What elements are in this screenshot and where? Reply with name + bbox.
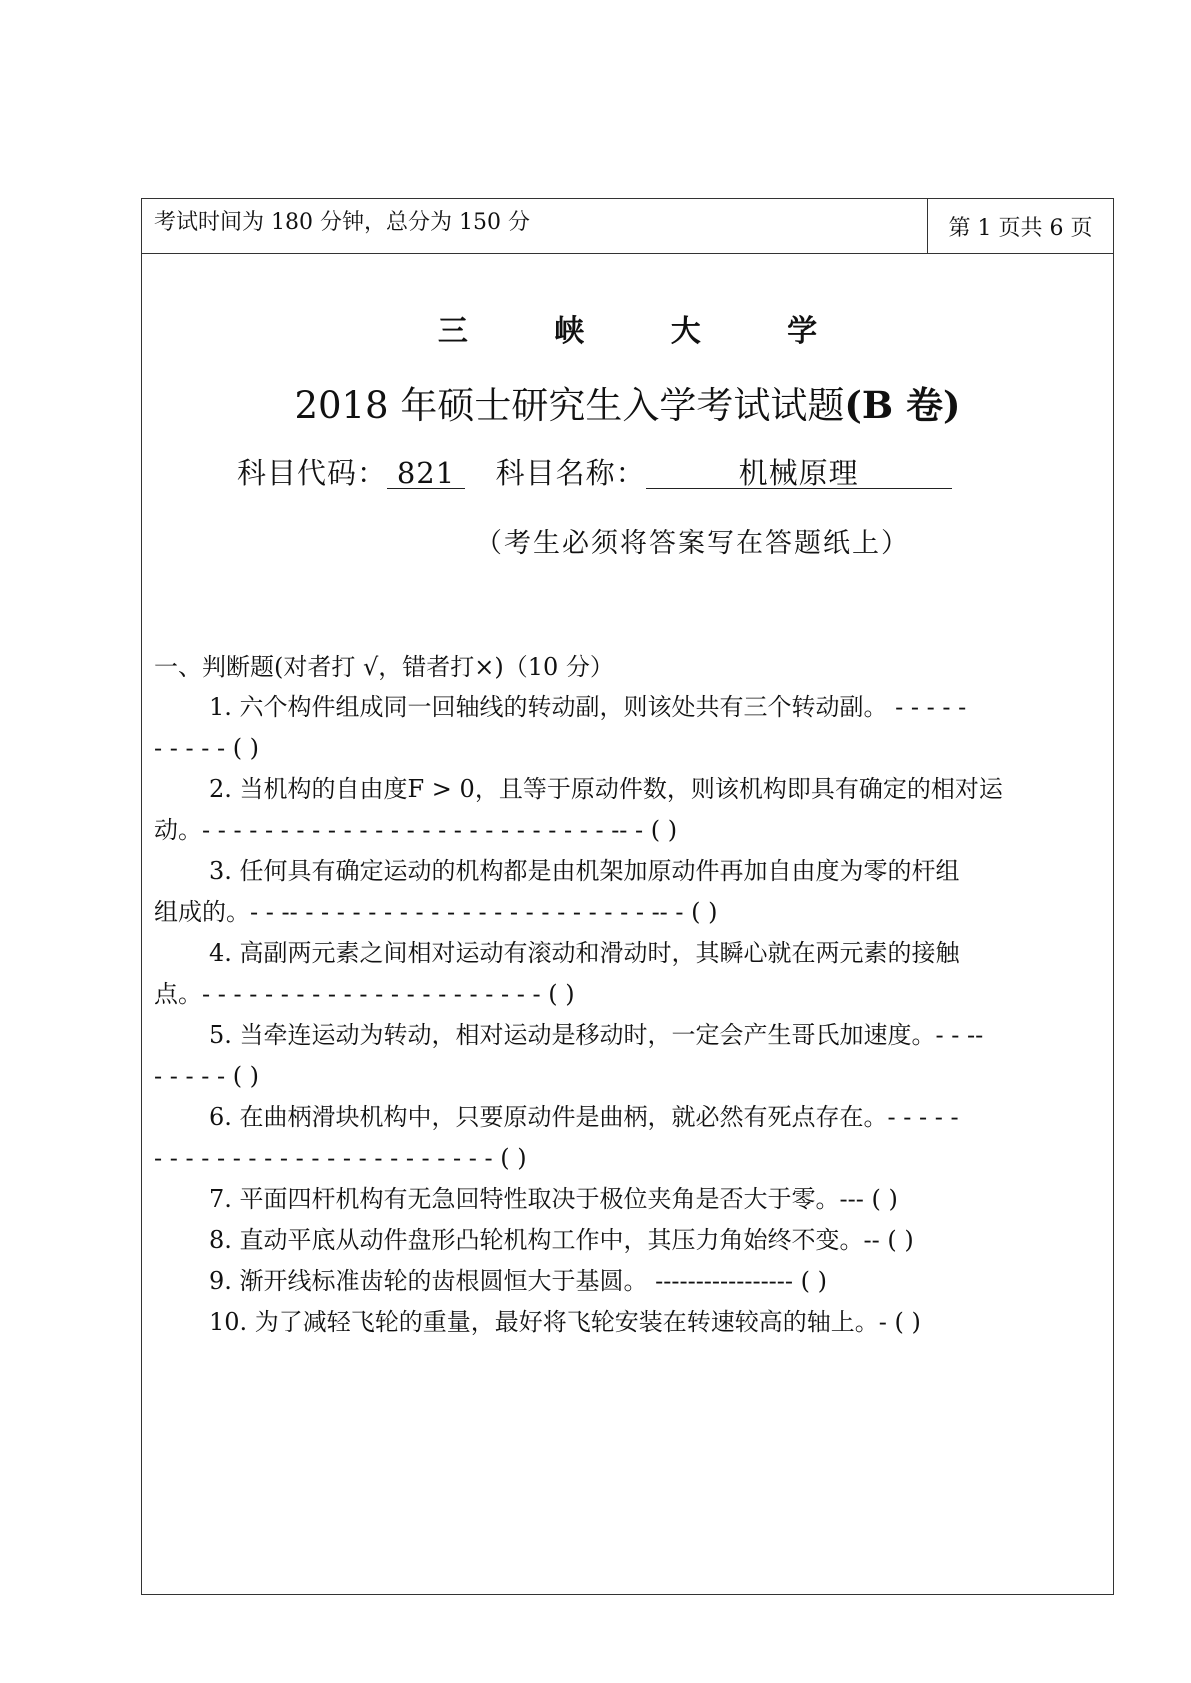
header-row bbox=[142, 199, 1113, 254]
question-line: 2. 当机构的自由度F > 0，且等于原动件数，则该机构即具有确定的相对运 bbox=[209, 775, 1003, 803]
question-line: 组成的。- - -- - - - - - - - - - - - - - - - - - - - - - - -- - ( ) bbox=[154, 898, 718, 926]
question-8 bbox=[154, 1220, 1104, 1261]
question-1 bbox=[154, 687, 1104, 769]
section-title: 一、判断题(对者打 √，错者打×)（10 分） bbox=[154, 653, 614, 681]
exam-paper-label: (B 卷) bbox=[844, 383, 961, 427]
question-line: 9. 渐开线标准齿轮的齿根圆恒大于基圆。 ----------------- ( ) bbox=[209, 1267, 827, 1295]
question-line: 7. 平面四杆机构有无急回特性取决于极位夹角是否大于零。--- ( ) bbox=[209, 1185, 898, 1213]
question-10 bbox=[154, 1302, 1104, 1343]
question-4 bbox=[154, 933, 1104, 1015]
question-9 bbox=[154, 1261, 1104, 1302]
question-line: 动。- - - - - - - - - - - - - - - - - - - - - - - - - - -- - ( ) bbox=[154, 816, 678, 844]
question-line: 3. 任何具有确定运动的机构都是由机架加原动件再加自由度为零的杆组 bbox=[209, 857, 960, 885]
question-line: - - - - - ( ) bbox=[154, 734, 260, 762]
question-line: 6. 在曲柄滑块机构中，只要原动件是曲柄，就必然有死点存在。- - - - - bbox=[209, 1103, 959, 1131]
question-line: 8. 直动平底从动件盘形凸轮机构工作中，其压力角始终不变。-- ( ) bbox=[209, 1226, 914, 1254]
question-line: - - - - - - - - - - - - - - - - - - - - - - ( ) bbox=[154, 1144, 527, 1172]
university-name: 三 峡 大 学 bbox=[437, 314, 856, 349]
question-line: 4. 高副两元素之间相对运动有滚动和滑动时，其瞬心就在两元素的接触 bbox=[209, 939, 960, 967]
subject-name-label: 科目名称： bbox=[495, 456, 646, 490]
answer-sheet-note: （考生必须将答案写在答题纸上） bbox=[475, 528, 910, 559]
question-line: 10. 为了减轻飞轮的重量，最好将飞轮安装在转速较高的轴上。- ( ) bbox=[209, 1308, 921, 1336]
exam-info: 考试时间为 180 分钟，总分为 150 分 bbox=[154, 210, 530, 235]
subject-code: 821 bbox=[387, 458, 465, 489]
question-5 bbox=[154, 1015, 1104, 1097]
exam-title bbox=[142, 375, 1113, 429]
question-2 bbox=[154, 769, 1104, 851]
question-line: 点。- - - - - - - - - - - - - - - - - - - - - - ( ) bbox=[154, 980, 575, 1008]
subject-line bbox=[237, 451, 952, 492]
exam-frame bbox=[141, 198, 1114, 1595]
exam-title-text: 2018 年硕士研究生入学考试试题 bbox=[294, 384, 845, 427]
page-indicator: 第 1 页共 6 页 bbox=[927, 199, 1113, 253]
question-line: - - - - - ( ) bbox=[154, 1062, 260, 1090]
subject-name: 机械原理 bbox=[646, 458, 952, 489]
subject-code-label: 科目代码： bbox=[237, 456, 388, 490]
question-7 bbox=[154, 1179, 1104, 1220]
question-line: 1. 六个构件组成同一回轴线的转动副，则该处共有三个转动副。 - - - - - bbox=[209, 693, 967, 721]
question-6 bbox=[154, 1097, 1104, 1179]
question-3 bbox=[154, 851, 1104, 933]
question-line: 5. 当牵连运动为转动，相对运动是移动时，一定会产生哥氏加速度。- - -- bbox=[209, 1021, 984, 1049]
